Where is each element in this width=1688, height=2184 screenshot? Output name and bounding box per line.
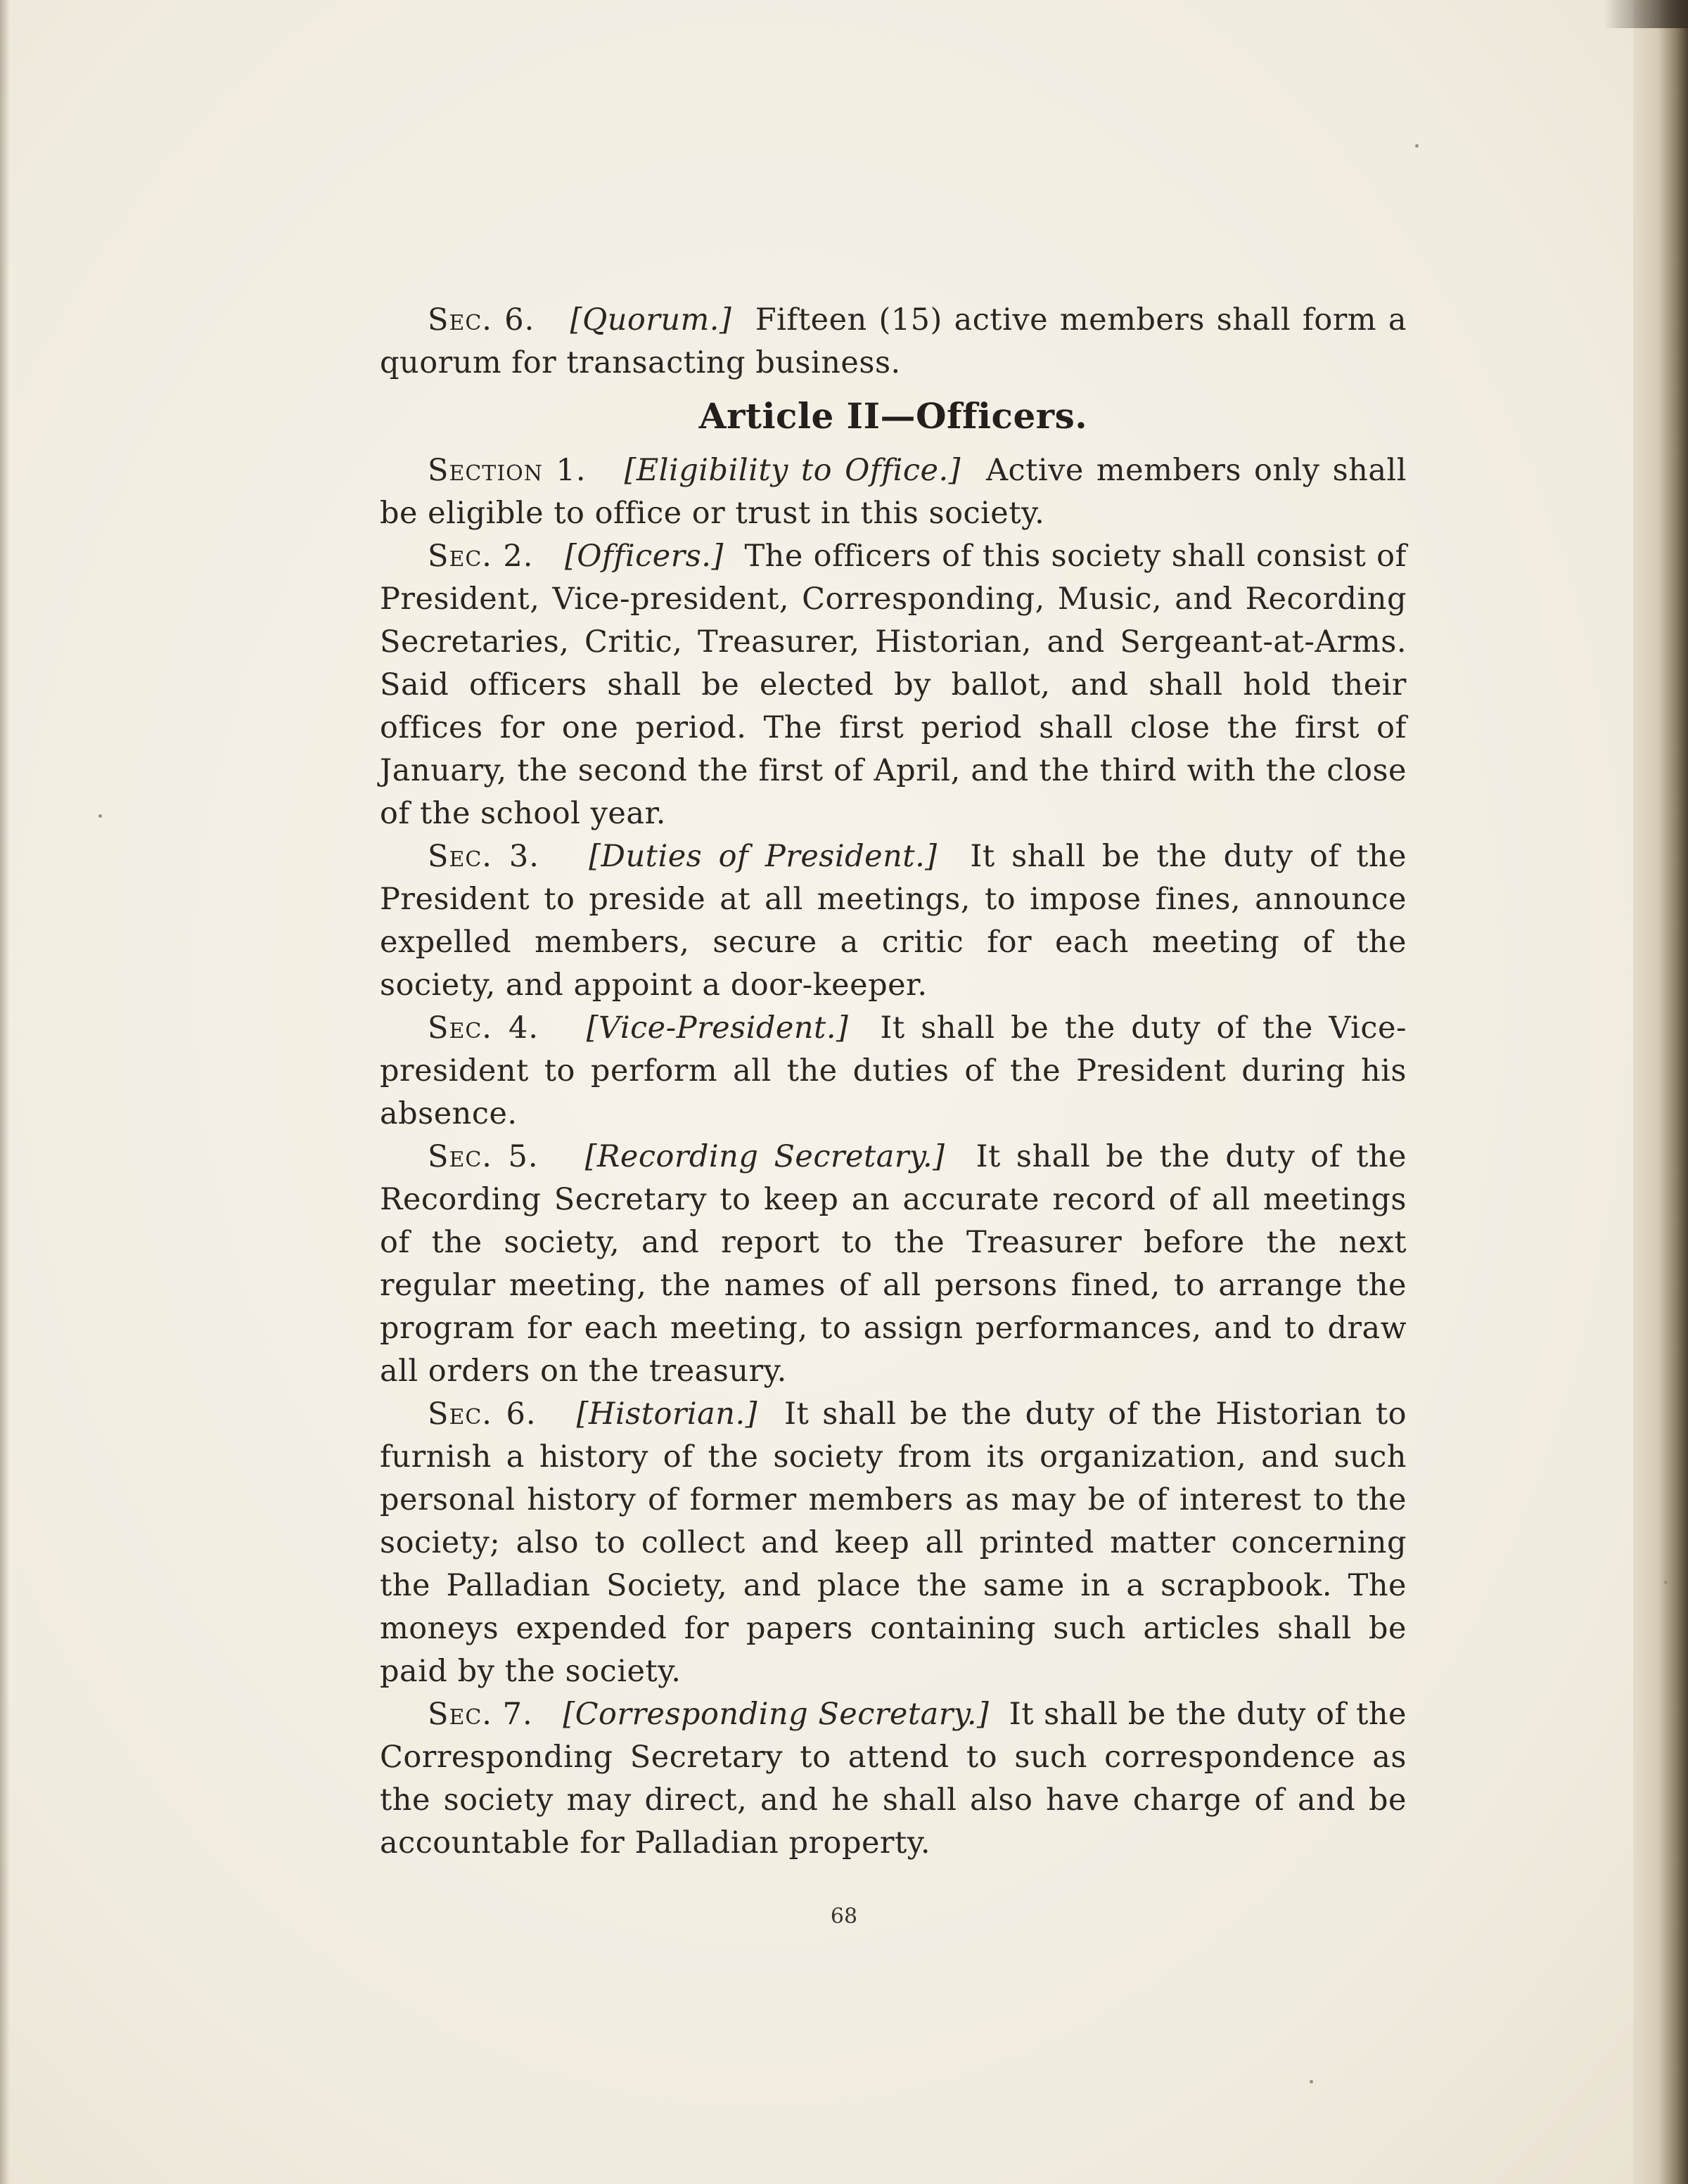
section-text: It shall be the duty of the Corresponding Secretary to attend to such correspondence as the society may direct, and he shall also have charge of and be accountable for Palladian property. — [380, 1697, 1407, 1861]
section-duties-of-president — [380, 835, 1407, 1007]
section-number: Sec. 7. — [428, 1697, 533, 1732]
section-number: Sec. 5. — [428, 1139, 539, 1174]
left-page-shadow — [0, 0, 10, 2184]
section-topic: [Recording Secretary.] — [584, 1139, 945, 1174]
section-text: Active members only shall be eligible to office or trust in this society. — [380, 453, 1407, 531]
paper-speck — [1664, 1581, 1668, 1584]
section-corresponding-secretary — [380, 1693, 1407, 1865]
paper-speck — [1310, 2080, 1313, 2083]
binding-corner-shadow — [1604, 0, 1688, 28]
section-text: It shall be the duty of the President to preside at all meetings, to impose fines, announce expelled members, secure a critic for each meeting of the society, and appoint a door-keeper. — [380, 839, 1407, 1003]
book-binding-edge — [1633, 0, 1688, 2184]
paper-speck — [98, 814, 102, 818]
section-text: It shall be the duty of the Recording Secretary to keep an accurate record of all meetings of the society, and report to the Treasurer before the next regular meeting, the names of all persons fined, to arrange the program for each meeting, to assign performances, and to draw all orders on the treasury. — [380, 1139, 1407, 1389]
section-number: Section 1. — [428, 453, 587, 488]
section-number: Sec. 6. — [428, 1396, 537, 1432]
section-topic: [Eligibility to Office.] — [624, 453, 961, 488]
section-officers — [380, 535, 1407, 835]
section-text: Fifteen (15) active members shall form a quorum for transacting business. — [380, 302, 1407, 380]
paper-speck — [1415, 144, 1419, 148]
section-number: Sec. 4. — [428, 1010, 539, 1046]
section-number: Sec. 6. — [428, 302, 535, 338]
section-vice-president — [380, 1007, 1407, 1136]
section-text: It shall be the duty of the Vice-president to perform all the duties of the President during his absence. — [380, 1010, 1407, 1131]
section-topic: [Historian.] — [576, 1396, 757, 1432]
section-historian — [380, 1393, 1407, 1693]
section-number: Sec. 2. — [428, 539, 534, 574]
section-topic: [Quorum.] — [570, 302, 732, 338]
section-number: Sec. 3. — [428, 839, 539, 874]
section-eligibility — [380, 449, 1407, 535]
page-number: 68 — [830, 1904, 858, 1929]
section-text: It shall be the duty of the Historian to furnish a history of the society from its organization, and such personal history of former members as may be of interest to the society; also to collect and keep all printed matter concerning the Palladian Society, and place the same in a scrapbook. The moneys expended for papers containing such articles shall be paid by the society. — [380, 1396, 1407, 1689]
article-heading: Article II—Officers. — [698, 395, 1088, 437]
section-topic: [Corresponding Secretary.] — [563, 1697, 990, 1732]
section-recording-secretary — [380, 1136, 1407, 1393]
section-topic: [Officers.] — [565, 539, 724, 574]
page-text — [380, 299, 1407, 1865]
section-topic: [Vice-President.] — [586, 1010, 849, 1046]
quorum-section — [380, 299, 1407, 385]
section-topic: [Duties of President.] — [589, 839, 938, 874]
section-text: The officers of this society shall consist of President, Vice-president, Corresponding, Music, and Recording Secretaries, Critic, Treasurer, Historian, and Sergeant-at-Arms. Said officers shall be elected by ballot, and shall hold their offices for one period. The first period shall close the first of January, the second the first of April, and the third with the close of the school year. — [380, 539, 1407, 831]
